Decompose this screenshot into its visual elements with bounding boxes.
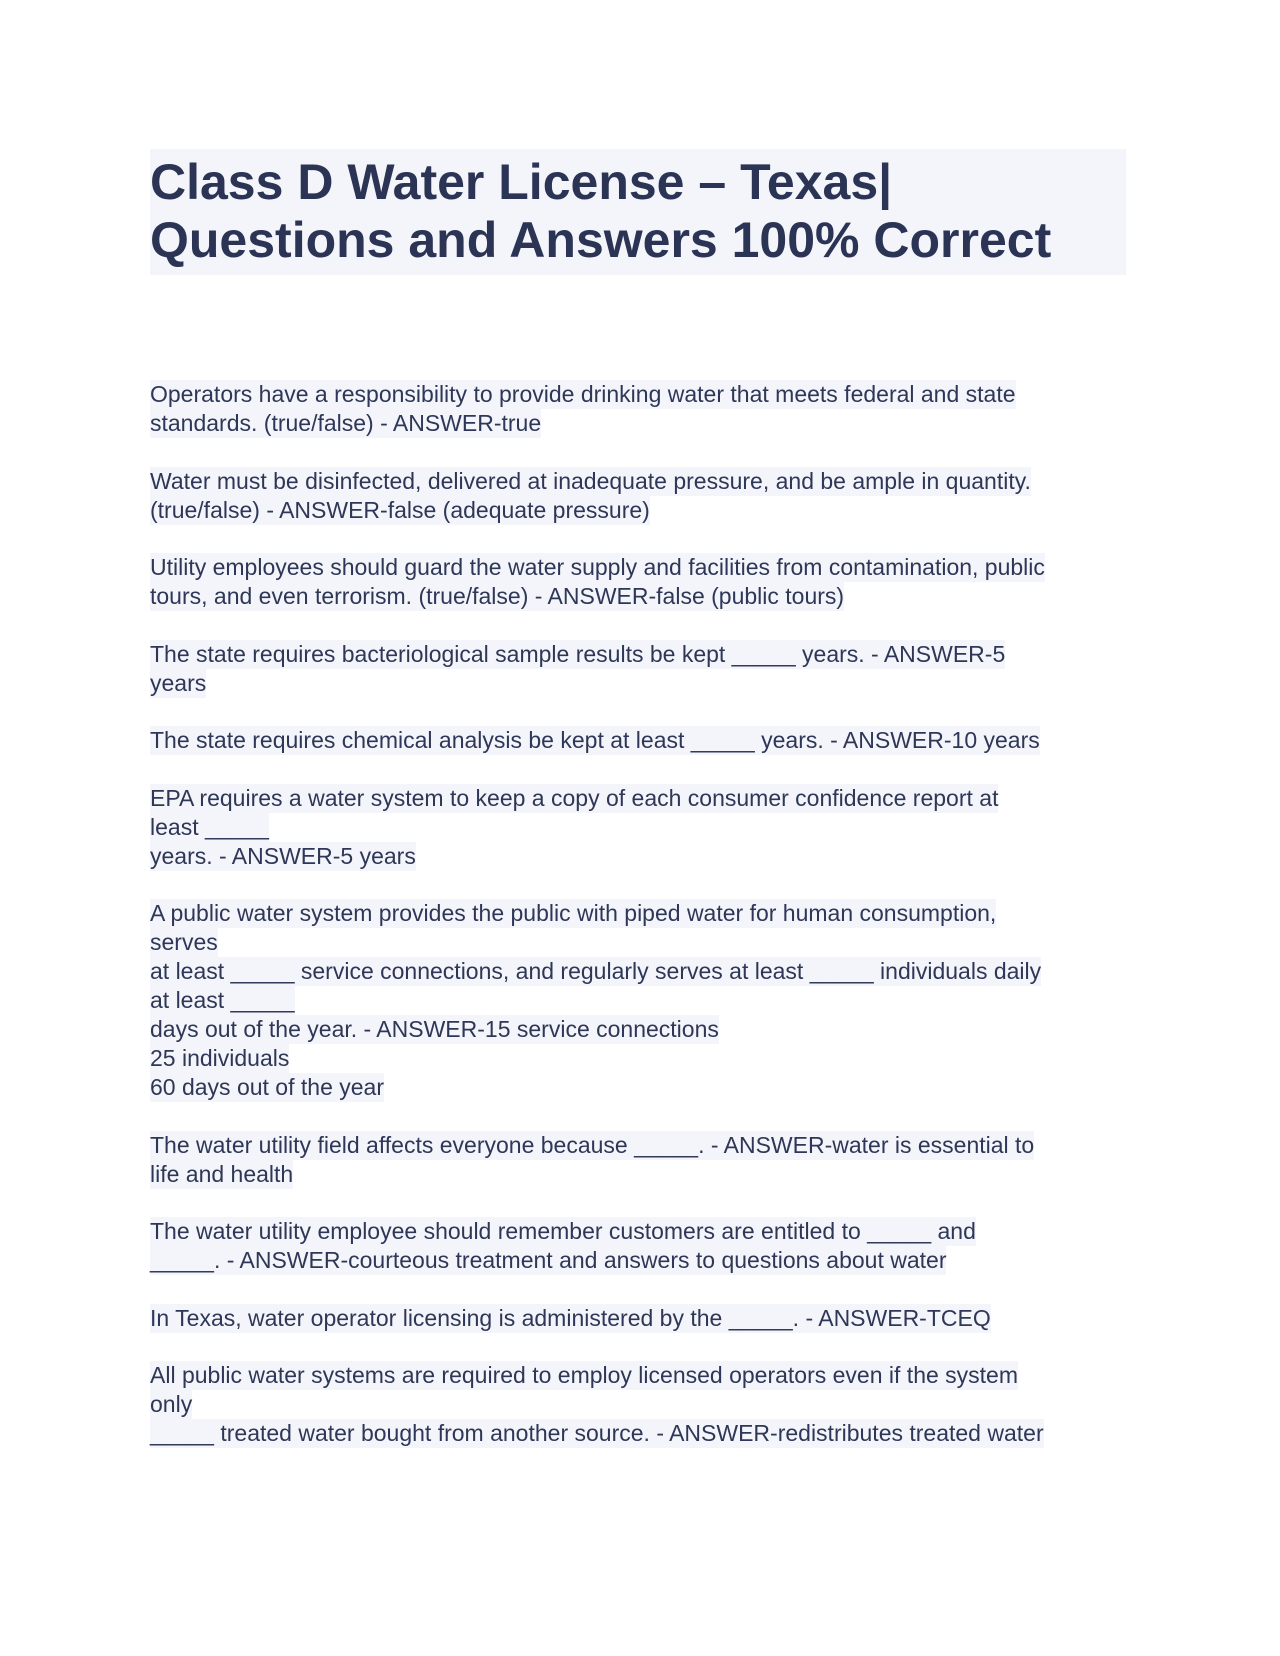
qa-item bbox=[150, 1217, 1140, 1275]
qa-item bbox=[150, 380, 1140, 438]
title-line-1: Class D Water License – Texas| bbox=[150, 154, 893, 210]
qa-line: EPA requires a water system to keep a copy of each consumer confidence report at bbox=[150, 784, 999, 811]
qa-item bbox=[150, 899, 1140, 1102]
qa-line: Operators have a responsibility to provide drinking water that meets federal and state bbox=[150, 381, 1016, 407]
qa-item bbox=[150, 1304, 1140, 1333]
qa-line: at least _____ service connections, and regularly serves at least _____ individuals daily bbox=[150, 958, 1042, 984]
title-line-2: Questions and Answers 100% Correct bbox=[150, 212, 1052, 268]
qa-item bbox=[150, 553, 1140, 611]
qa-item bbox=[150, 1361, 1140, 1448]
qa-line: tours, and even terrorism. (true/false) - ANSWER-false (public tours) bbox=[150, 583, 845, 609]
qa-item bbox=[150, 1131, 1140, 1189]
document-title bbox=[150, 149, 1126, 275]
qa-line: at least _____ bbox=[150, 987, 295, 1013]
qa-line: The water utility employee should remember customers are entitled to _____ and bbox=[150, 1218, 976, 1244]
qa-line: In Texas, water operator licensing is administered by the _____. - ANSWER-TCEQ bbox=[150, 1304, 991, 1331]
qa-line: Utility employees should guard the water supply and facilities from contamination, public bbox=[150, 554, 1045, 580]
qa-line: A public water system provides the public with piped water for human consumption, bbox=[150, 900, 997, 926]
qa-line: All public water systems are required to employ licensed operators even if the system bbox=[150, 1362, 1019, 1388]
qa-line: 60 days out of the year bbox=[150, 1074, 384, 1100]
qa-line: 25 individuals bbox=[150, 1045, 290, 1071]
qa-line: years. - ANSWER-5 years bbox=[150, 842, 416, 869]
qa-item bbox=[150, 726, 1140, 755]
qa-line: standards. (true/false) - ANSWER-true bbox=[150, 410, 542, 436]
qa-list bbox=[150, 380, 1140, 1477]
qa-line: The state requires bacteriological sample results be kept _____ years. - ANSWER-5 bbox=[150, 640, 1006, 667]
qa-line: Water must be disinfected, delivered at inadequate pressure, and be ample in quantity. bbox=[150, 467, 1031, 494]
qa-line: The water utility field affects everyone because _____. - ANSWER-water is essential to bbox=[150, 1131, 1035, 1158]
qa-line: only bbox=[150, 1391, 193, 1417]
qa-line: least _____ bbox=[150, 813, 269, 840]
qa-item bbox=[150, 467, 1140, 525]
qa-line: The state requires chemical analysis be kept at least _____ years. - ANSWER-10 years bbox=[150, 727, 1040, 753]
qa-line: (true/false) - ANSWER-false (adequate pressure) bbox=[150, 496, 650, 523]
qa-line: _____. - ANSWER-courteous treatment and answers to questions about water bbox=[150, 1247, 947, 1273]
qa-line: serves bbox=[150, 929, 218, 955]
qa-line: _____ treated water bought from another source. - ANSWER-redistributes treated water bbox=[150, 1420, 1044, 1446]
qa-line: days out of the year. - ANSWER-15 service connections bbox=[150, 1016, 719, 1042]
qa-line: life and health bbox=[150, 1160, 294, 1187]
qa-line: years bbox=[150, 669, 207, 696]
qa-item bbox=[150, 784, 1140, 871]
qa-item bbox=[150, 640, 1140, 698]
